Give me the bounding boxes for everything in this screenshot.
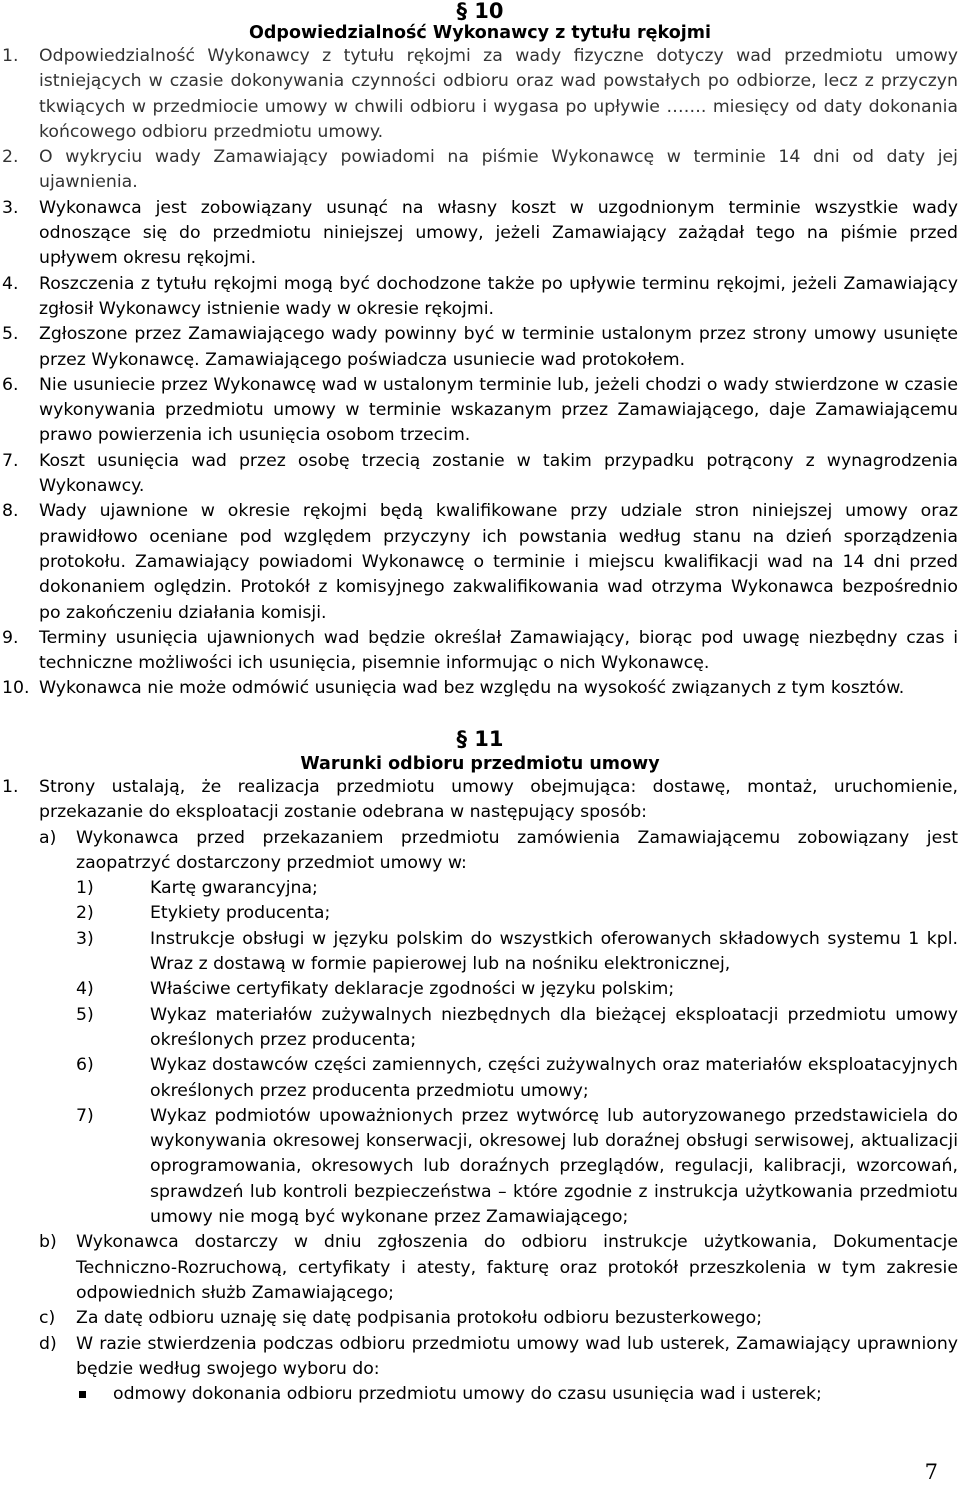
item-number: 3.: [2, 197, 19, 218]
item-text: Strony ustalają, że realizacja przedmiotu umowy obejmująca: dostawę, montaż, uruchomienie, przekazanie do eksploatacji zostanie odebrana w następujący sposób:: [39, 777, 958, 823]
list-item: [2, 322, 958, 373]
section-11-heading: [2, 728, 958, 775]
list-item: [2, 44, 958, 145]
item-number: 7): [76, 1105, 94, 1126]
item-number: 2.: [2, 147, 19, 168]
section-10-heading: [2, 0, 958, 44]
item-letter: b): [39, 1232, 57, 1253]
item-number: 4): [76, 979, 94, 1000]
list-item: [2, 145, 958, 196]
sub-item-d: [2, 1332, 958, 1383]
item-text: Wykonawca dostarczy w dniu zgłoszenia do odbioru instrukcje użytkowania, Dokumentacje Techniczno-Rozruchową, certyfikaty i atesty, fakturę oraz protokół przeszkolenia w tym zakresie odpowiednich służb Zamawiającego;: [76, 1232, 958, 1303]
section-title: Odpowiedzialność Wykonawcy z tytułu rękojmi: [249, 23, 711, 43]
item-text: O wykryciu wady Zamawiający powiadomi na piśmie Wykonawcę w terminie 14 dni od daty jej ujawnienia.: [39, 147, 958, 193]
item-text: Wykonawca nie może odmówić usunięcia wad bez względu na wysokość związanych z tym kosztów.: [39, 678, 905, 699]
item-text: Wykaz materiałów zużywalnych niezbędnych dla bieżącej eksploatacji przedmiotu umowy określonych przez producenta;: [150, 1004, 958, 1050]
section-11-list: [2, 775, 958, 1407]
item-letter: a): [39, 827, 57, 848]
item-number: 10.: [2, 678, 30, 699]
item-text: Koszt usunięcia wad przez osobę trzecią zostanie w takim przypadku potrącony z wynagrodzenia Wykonawcy.: [39, 450, 958, 497]
item-number: 2): [76, 903, 94, 924]
item-number: 1.: [2, 777, 19, 797]
item-text: Kartę gwarancyjna;: [150, 878, 318, 899]
item-text: Roszczenia z tytułu rękojmi mogą być dochodzone także po upływie terminu rękojmi, jeżeli Zamawiający zgłosił Wykonawcy istnienie wady w okresie rękojmi.: [39, 273, 958, 319]
section-10-list: [2, 44, 958, 702]
sub-item-a: [2, 826, 958, 877]
section-11: [2, 728, 958, 1407]
bullet-item: [2, 1382, 958, 1407]
list-item: [2, 449, 958, 500]
list-item: [2, 775, 958, 826]
item-text: Etykiety producenta;: [150, 903, 331, 924]
section-sign: § 11: [456, 727, 504, 751]
item-number: 4.: [2, 273, 19, 294]
item-text: Wykaz podmiotów upoważnionych przez wytwórcę lub autoryzowanego przedstawiciela do wykonywania okresowej konserwacji, okresowej lub doraźnej obsługi serwisowej, aktualizacji oprogramowania, okresowych lub doraźnych przeglądów, regulacji, kalibracji, wzorcowań, sprawdzeń lub kontroli bezpieczeństwa – które zgodnie z instrukcja użytkowania przedmiotu umowy nie mogą być wykonane przez Zamawiającego;: [150, 1105, 958, 1228]
list-item: [2, 676, 958, 701]
section-title: Warunki odbioru przedmiotu umowy: [300, 754, 660, 774]
item-number: 5.: [2, 324, 19, 345]
numbered-item: [2, 876, 958, 901]
list-item: [2, 272, 958, 323]
item-text: Wykaz dostawców części zamiennych, części zużywalnych oraz materiałów eksploatacyjnych określonych przez producenta przedmiotu umowy;: [150, 1055, 958, 1101]
item-text: Właściwe certyfikaty deklaracje zgodności w języku polskim;: [150, 979, 675, 1000]
list-item: [2, 196, 958, 272]
item-letter: c): [39, 1308, 56, 1329]
item-number: 9.: [2, 627, 19, 648]
numbered-item: [2, 1053, 958, 1104]
numbered-item: [2, 927, 958, 978]
item-text: odmowy dokonania odbioru przedmiotu umowy do czasu usunięcia wad i usterek;: [113, 1384, 822, 1405]
list-item: [2, 626, 958, 677]
numbered-item: [2, 901, 958, 926]
item-text: Terminy usunięcia ujawnionych wad będzie określał Zamawiający, biorąc pod uwagę niezbędny czas i techniczne możliwości ich usunięcia, pisemnie informując o nich Wykonawcę.: [39, 627, 958, 674]
numbered-item: [2, 977, 958, 1002]
list-item: [2, 499, 958, 625]
item-text: W razie stwierdzenia podczas odbioru przedmiotu umowy wad lub usterek, Zamawiający uprawniony będzie według swojego wyboru do:: [76, 1333, 958, 1379]
item-number: 5): [76, 1004, 94, 1025]
sub-item-b: [2, 1230, 958, 1306]
item-text: Wykonawca jest zobowiązany usunąć na własny koszt w uzgodnionym terminie wszystkie wady odnoszące się do przedmiotu niniejszej umowy, jeżeli Zamawiający zażądał tego na piśmie przed upływem okresu rękojmi.: [39, 197, 958, 269]
item-text: Zgłoszone przez Zamawiającego wady powinny być w terminie ustalonym przez strony umowy usunięte przez Wykonawcę. Zamawiającego poświadcza usuniecie wad protokołem.: [39, 324, 958, 370]
section-sign: § 10: [456, 0, 504, 23]
numbered-item: [2, 1003, 958, 1054]
item-number: 6.: [2, 374, 19, 395]
item-number: 3): [76, 928, 94, 949]
sub-item-c: [2, 1306, 958, 1331]
item-number: 1): [76, 878, 94, 899]
item-number: 7.: [2, 450, 19, 471]
section-10: [2, 0, 958, 702]
item-text: Wady ujawnione w okresie rękojmi będą kwalifikowane przy udziale stron niniejszej umowy oraz prawidłowo oceniane pod względem przyczyny ich powstania według stanu na dzień sporządzenia protokołu. Zamawiający powiadomi Wykonawcę o terminie i miejscu kwalifikacji wad na 14 dni przed dokonaniem oględzin. Protokół z komisyjnego zakwalifikowania wad otrzyma Wykonawca bezpośrednio po zakończeniu działania komisji.: [39, 501, 958, 623]
numbered-item: [2, 1104, 958, 1230]
item-text: Wykonawca przed przekazaniem przedmiotu zamówienia Zamawiającemu zobowiązany jest zaopatrzyć dostarczony przedmiot umowy w:: [76, 827, 958, 873]
list-item: [2, 373, 958, 449]
item-number: 6): [76, 1055, 94, 1076]
item-text: Odpowiedzialność Wykonawcy z tytułu rękojmi za wady fizyczne dotyczy wad przedmiotu umowy istniejących w czasie dokonywania czynności odbioru oraz wad powstałych po odbiorze, lecz z przyczyn tkwiących w przedmiocie umowy w chwili odbioru i wygasa po upływie ……. miesięcy od daty dokonania końcowego odbioru przedmiotu umowy.: [39, 46, 958, 142]
item-text: Za datę odbioru uznaję się datę podpisania protokołu odbioru bezusterkowego;: [76, 1308, 763, 1329]
item-text: Instrukcje obsługi w języku polskim do wszystkich oferowanych składowych systemu 1 kpl. Wraz z dostawą w formie papierowej lub na nośniku elektronicznej,: [150, 928, 958, 975]
page-number: 7: [924, 1460, 938, 1484]
item-text: Nie usuniecie przez Wykonawcę wad w ustalonym terminie lub, jeżeli chodzi o wady stwierdzone w czasie wykonywania przedmiotu umowy w terminie wskazanym przez Zamawiającego, daje Zamawiającemu prawo powierzenia ich usunięcia osobom trzecim.: [39, 374, 958, 446]
item-number: 1.: [2, 46, 19, 66]
item-number: 8.: [2, 501, 19, 522]
square-bullet-icon: [79, 1391, 86, 1398]
item-letter: d): [39, 1333, 57, 1354]
